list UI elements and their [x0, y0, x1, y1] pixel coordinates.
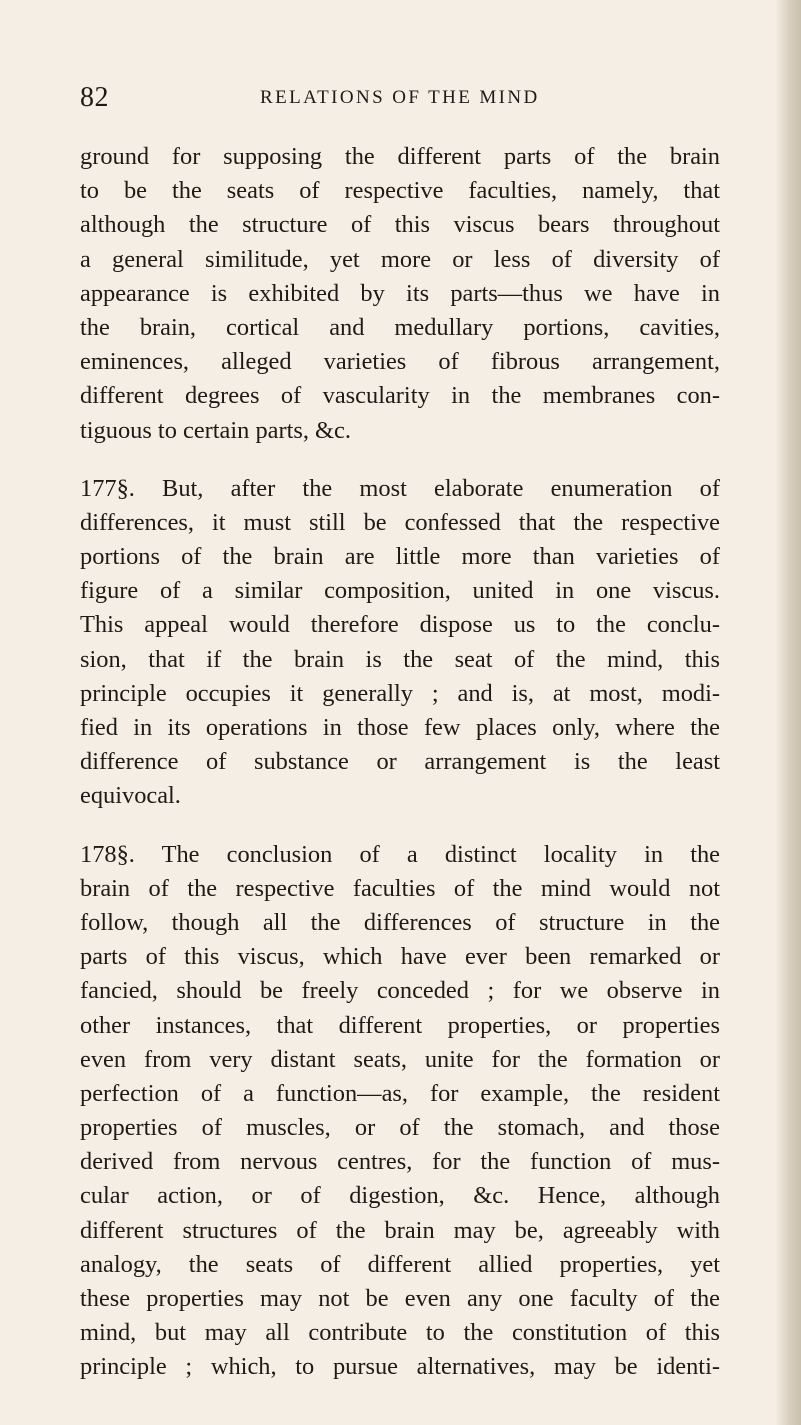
paragraph-gap [80, 814, 720, 838]
text-line: tiguous to certain parts, &c. [80, 416, 351, 444]
text-line: even from very distant seats, unite for the formation or [80, 1045, 720, 1073]
paragraph-177 [80, 472, 720, 814]
text-line: these properties may not be even any one faculty of the [80, 1285, 720, 1312]
body-text [80, 140, 720, 1385]
text-line: perfection of a function—as, for example, the resident [80, 1079, 720, 1107]
text-line: fied in its operations in those few places only, where the [80, 714, 720, 741]
text-line: appearance is exhibited by its parts—thus we have in [80, 279, 720, 307]
text-line: the brain, cortical and medullary portions, cavities, [80, 313, 720, 341]
paragraph-178 [80, 838, 720, 1385]
text-line: analogy, the seats of different allied properties, yet [80, 1250, 720, 1278]
text-line: to be the seats of respective faculties, namely, that [80, 177, 720, 205]
text-line: different structures of the brain may be, agreeably with [80, 1216, 720, 1244]
text-line: different degrees of vascularity in the membranes con- [80, 382, 720, 410]
page-number: 82 [80, 82, 109, 113]
text-line: equivocal. [80, 782, 181, 810]
text-line: a general similitude, yet more or less of diversity of [80, 245, 720, 273]
text-line: other instances, that different properties, or properties [80, 1011, 720, 1039]
text-line: difference of substance or arrangement is the least [80, 748, 720, 776]
text-line: principle occupies it generally ; and is, at most, modi- [80, 679, 720, 707]
text-line: properties of muscles, or of the stomach, and those [80, 1114, 720, 1142]
text-line: fancied, should be freely conceded ; for we observe in [80, 977, 720, 1005]
text-line: figure of a similar composition, united in one viscus. [80, 577, 720, 605]
text-line: This appeal would therefore dispose us to the conclu- [80, 611, 720, 639]
text-line: although the structure of this viscus bears throughout [80, 211, 720, 239]
text-line: sion, that if the brain is the seat of the mind, this [80, 645, 720, 673]
text-line: ground for supposing the different parts of the brain [80, 143, 720, 170]
text-line: eminences, alleged varieties of fibrous arrangement, [80, 348, 720, 376]
running-title: RELATIONS OF THE MIND [260, 87, 540, 108]
text-line: 177§. But, after the most elaborate enumeration of [80, 474, 720, 502]
text-line: cular action, or of digestion, &c. Hence, although [80, 1182, 720, 1210]
text-line: 178§. The conclusion of a distinct locality in the [80, 840, 720, 868]
text-line: portions of the brain are little more than varieties of [80, 543, 720, 571]
running-head [80, 78, 720, 122]
text-line: differences, it must still be confessed that the respective [80, 508, 720, 536]
paragraph-continued [80, 140, 720, 448]
text-line: brain of the respective faculties of the mind would not [80, 874, 720, 902]
page-edge-shadow [775, 0, 801, 1425]
paragraph-gap [80, 448, 720, 472]
text-line: derived from nervous centres, for the function of mus- [80, 1148, 720, 1176]
text-line: mind, but may all contribute to the constitution of this [80, 1319, 720, 1347]
text-line: principle ; which, to pursue alternatives, may be identi- [80, 1353, 720, 1381]
text-line: follow, though all the differences of structure in the [80, 908, 720, 936]
text-line: parts of this viscus, which have ever been remarked or [80, 943, 720, 971]
